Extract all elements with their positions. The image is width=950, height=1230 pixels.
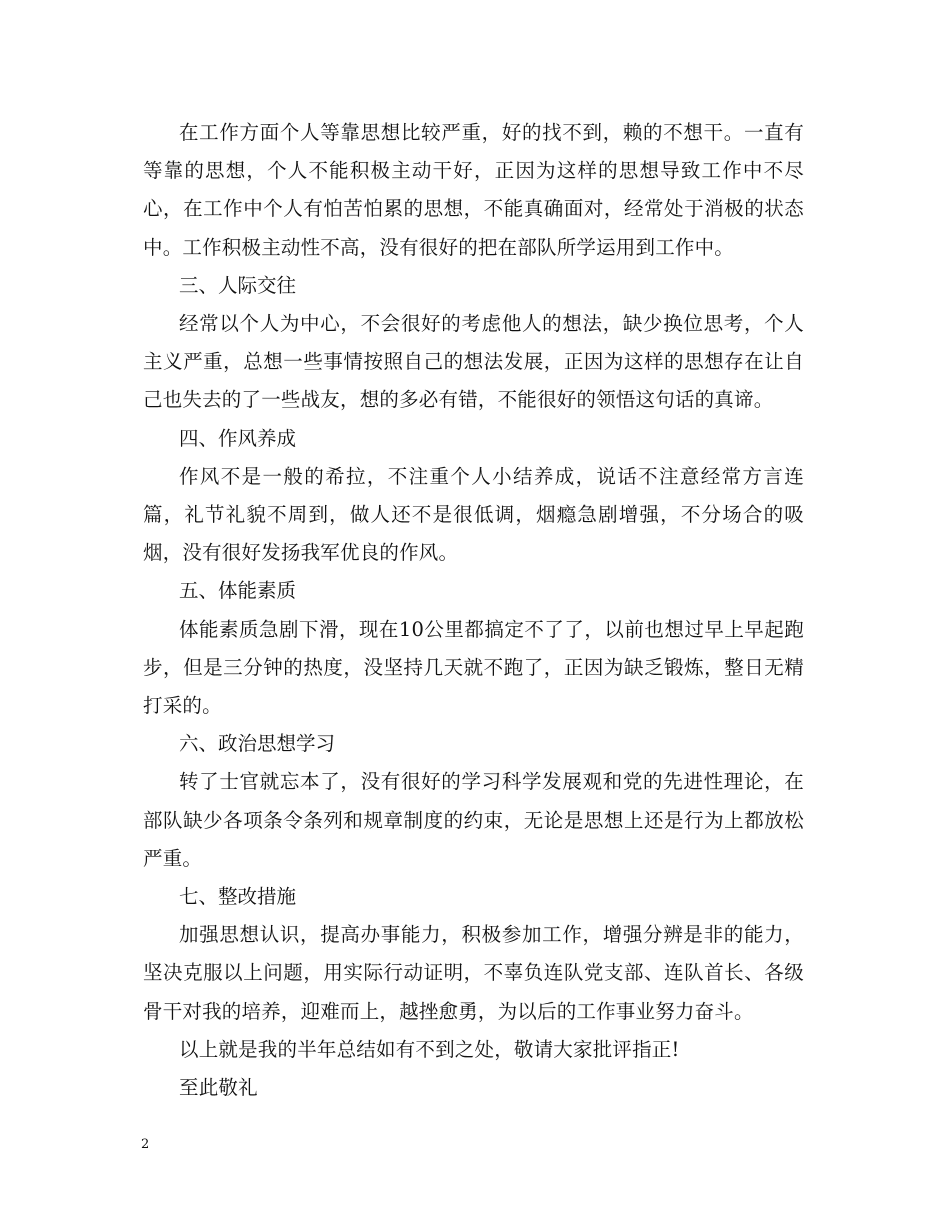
paragraph-work-attitude: 在工作方面个人等靠思想比较严重，好的找不到，赖的不想干。一直有等靠的思想，个人不能积极主动干好，正因为这样的思想导致工作中不尽心，在工作中个人有怕苦怕累的思想，不能真确面对，经常处于消极的状态中。工作积极主动性不高，没有很好的把在部队所学运用到工作中。 xyxy=(143,121,804,259)
paragraph-corrective-measures: 加强思想认识，提高办事能力，积极参加工作，增强分辨是非的能力，坚决克服以上问题，用实际行动证明，不辜负连队党支部、连队首长、各级骨干对我的培养，迎难而上，越挫愈勇，为以后的工作事业努力奋斗。 xyxy=(143,923,804,1023)
paragraph-interpersonal: 经常以个人为中心，不会很好的考虑他人的想法，缺少换位思考，个人主义严重，总想一些事情按照自己的想法发展，正因为这样的思想存在让自己也失去的了一些战友，想的多必有错，不能很好的领悟这句话的真谛。 xyxy=(143,312,804,412)
paragraph-political-study: 转了士官就忘本了，没有很好的学习科学发展观和党的先进性理论，在部队缺少各项条令条列和规章制度的约束，无论是思想上还是行为上都放松严重。 xyxy=(143,770,804,870)
page-number: 2 xyxy=(141,1137,150,1152)
section-heading-political-study: 六、政治思想学习 xyxy=(179,732,336,756)
document-body xyxy=(143,114,804,1107)
paragraph-salutation: 至此敬礼 xyxy=(179,1076,258,1100)
section-heading-corrective-measures: 七、整改措施 xyxy=(179,885,297,909)
section-heading-conduct: 四、作风养成 xyxy=(179,426,297,450)
paragraph-fitness: 体能素质急剧下滑，现在10公里都搞定不了了，以前也想过早上早起跑步，但是三分钟的热度，没坚持几天就不跑了，正因为缺乏锻炼，整日无精打采的。 xyxy=(143,617,804,718)
paragraph-conduct: 作风不是一般的希拉，不注重个人小结养成，说话不注意经常方言连篇，礼节礼貌不周到，做人还不是很低调，烟瘾急剧增强，不分场合的吸烟，没有很好发扬我军优良的作风。 xyxy=(143,464,804,565)
section-heading-interpersonal: 三、人际交往 xyxy=(179,273,297,297)
section-heading-fitness: 五、体能素质 xyxy=(179,579,297,603)
paragraph-closing-request: 以上就是我的半年总结如有不到之处，敬请大家批评指正! xyxy=(179,1037,680,1061)
